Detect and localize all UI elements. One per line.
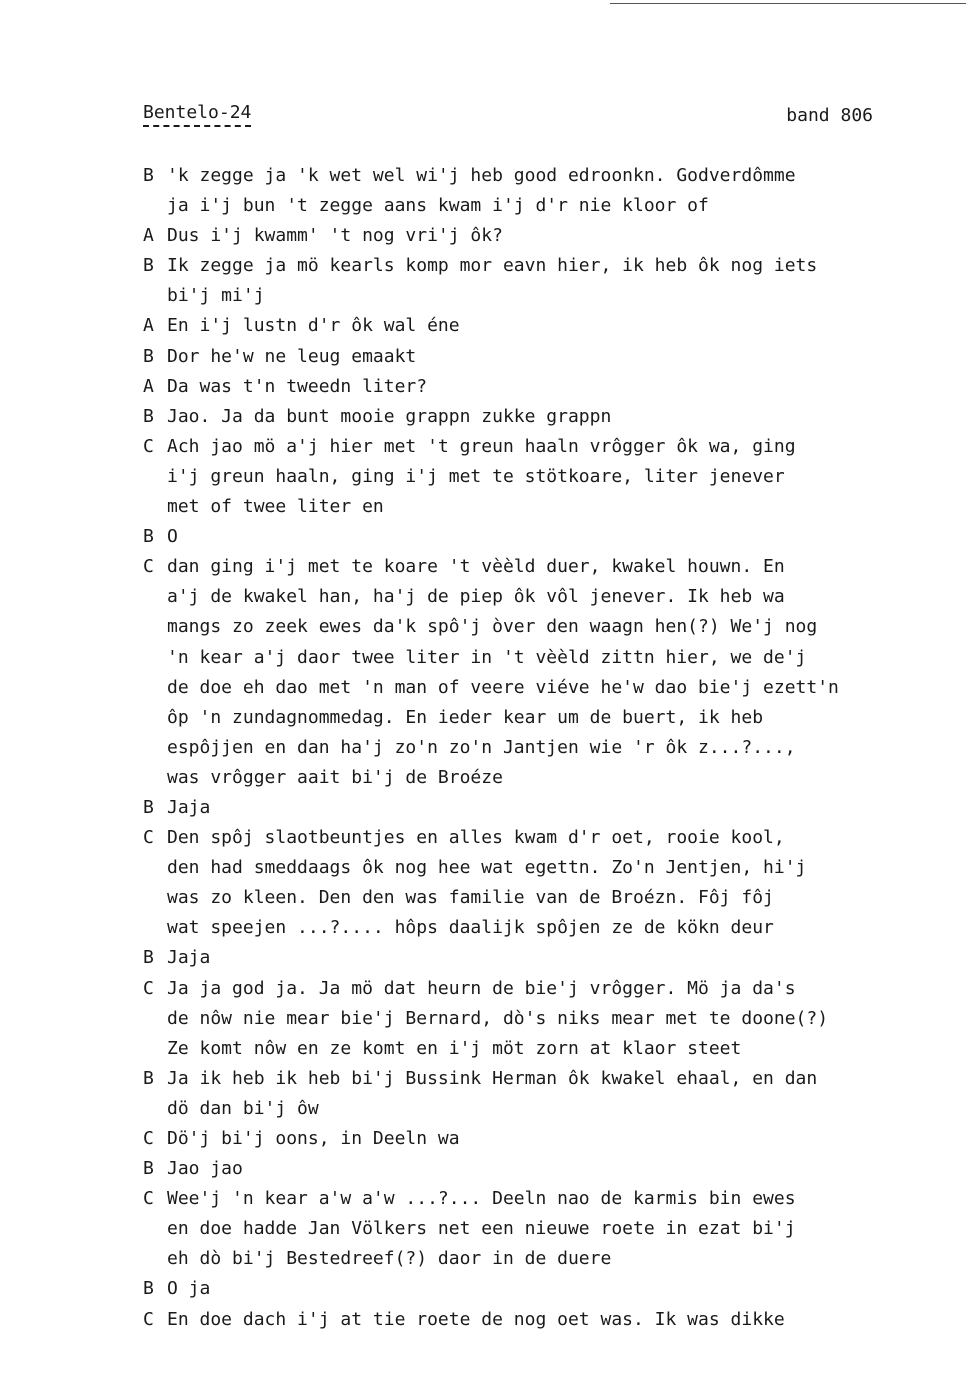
- text-line: Jao. Ja da bunt mooie grappn zukke grappn: [167, 405, 612, 427]
- speaker-label: C: [143, 1308, 154, 1330]
- text-line: en doe hadde Jan Völkers net een nieuwe roete in ezat bi'j: [167, 1218, 796, 1240]
- text-line: 'n kear a'j daor twee liter in 't vèèld zittn hier, we de'j: [167, 646, 807, 668]
- speaker-label: B: [143, 165, 154, 186]
- speaker-label: B: [143, 796, 154, 818]
- utterance: [143, 1154, 943, 1184]
- text-line: Dor he'w ne leug emaakt: [167, 345, 417, 367]
- speaker-label: C: [143, 556, 154, 578]
- speaker-label: C: [143, 1128, 154, 1149]
- text-line: met of twee liter en: [167, 496, 384, 518]
- top-rule: [610, 3, 966, 4]
- text-line: Jaja: [167, 947, 211, 969]
- utterance: [143, 402, 943, 432]
- speaker-label: C: [143, 435, 154, 457]
- text-line: Den spôj slaotbeuntjes en alles kwam d'r oet, rooie kool,: [167, 827, 785, 849]
- text-line: eh dò bi'j Bestedreef(?) daor in de duere: [167, 1248, 612, 1270]
- utterance: [143, 221, 943, 251]
- utterance-text: [167, 793, 943, 823]
- utterance: [143, 974, 943, 1064]
- speaker-label: B: [143, 526, 154, 548]
- utterance-text: [167, 161, 943, 221]
- text-line: 'k zegge ja 'k wet wel wi'j heb good edroonkn. Godverdômme: [167, 165, 796, 186]
- utterance: [143, 943, 943, 973]
- document-id: Bentelo-24: [143, 102, 251, 127]
- utterance-text: [167, 402, 943, 432]
- utterance: [143, 552, 943, 793]
- text-line: Ik zegge ja mö kearls komp mor eavn hier, ik heb ôk nog iets: [167, 255, 818, 277]
- utterance-text: [167, 552, 943, 793]
- utterance-text: [167, 1124, 943, 1154]
- text-line: Ja ja god ja. Ja mö dat heurn de bie'j vrôgger. Mö ja da's: [167, 977, 796, 999]
- utterance: [143, 823, 943, 943]
- text-line: mangs zo zeek ewes da'k spô'j òver den waagn hen(?) We'j nog: [167, 616, 818, 638]
- utterance: [143, 1305, 943, 1335]
- utterance-text: [167, 1064, 943, 1124]
- band-number: band 806: [786, 105, 873, 126]
- utterance-text: [167, 1184, 943, 1274]
- utterance: [143, 161, 943, 221]
- text-line: was vrôgger aait bi'j de Broéze: [167, 766, 503, 788]
- text-line: Wee'j 'n kear a'w a'w ...?... Deeln nao de karmis bin ewes: [167, 1188, 796, 1210]
- text-line: Ach jao mö a'j hier met 't greun haaln vrôgger ôk wa, ging: [167, 435, 796, 457]
- utterance: [143, 1184, 943, 1274]
- speaker-label: A: [143, 375, 154, 397]
- utterance-text: [167, 432, 943, 522]
- speaker-label: A: [143, 315, 154, 337]
- utterance: [143, 1274, 943, 1304]
- utterance-text: [167, 342, 943, 372]
- speaker-label: C: [143, 827, 154, 849]
- speaker-label: B: [143, 1278, 154, 1300]
- text-line: den had smeddaags ôk nog hee wat egettn. Zo'n Jentjen, hi'j: [167, 857, 807, 879]
- utterance-text: [167, 372, 943, 402]
- utterance-text: [167, 1154, 943, 1184]
- text-line: O ja: [167, 1278, 211, 1300]
- text-line: En doe dach i'j at tie roete de nog oet was. Ik was dikke: [167, 1308, 785, 1330]
- utterance: [143, 793, 943, 823]
- utterance-text: [167, 943, 943, 973]
- text-line: wat speejen ...?.... hôps daalijk spôjen ze de kökn deur: [167, 917, 774, 939]
- text-line: de doe eh dao met 'n man of veere viéve he'w dao bie'j ezett'n: [167, 676, 839, 698]
- utterance: [143, 311, 943, 341]
- utterance-text: [167, 1274, 943, 1304]
- text-line: de nôw nie mear bie'j Bernard, dò's niks mear met te doone(?): [167, 1007, 829, 1029]
- speaker-label: C: [143, 977, 154, 999]
- utterance: [143, 1124, 943, 1154]
- text-line: O: [167, 526, 178, 548]
- speaker-label: B: [143, 345, 154, 367]
- speaker-label: C: [143, 1188, 154, 1210]
- text-line: ôp 'n zundagnommedag. En ieder kear um de buert, ik heb: [167, 706, 764, 728]
- text-line: Jaja: [167, 796, 211, 818]
- utterance: [143, 522, 943, 552]
- text-line: dan ging i'j met te koare 't vèèld duer, kwakel houwn. En: [167, 556, 785, 578]
- utterance: [143, 432, 943, 522]
- utterance-text: [167, 1305, 943, 1335]
- text-line: Ja ik heb ik heb bi'j Bussink Herman ôk kwakel ehaal, en dan: [167, 1067, 818, 1089]
- text-line: Da was t'n tweedn liter?: [167, 375, 428, 397]
- speaker-label: A: [143, 225, 154, 247]
- text-line: was zo kleen. Den den was familie van de Broézn. Fôj fôj: [167, 887, 774, 909]
- text-line: Dö'j bi'j oons, in Deeln wa: [167, 1128, 460, 1149]
- utterance: [143, 1064, 943, 1124]
- utterance: [143, 372, 943, 402]
- text-line: dö dan bi'j ôw: [167, 1097, 319, 1119]
- utterance-text: [167, 251, 943, 311]
- speaker-label: B: [143, 255, 154, 277]
- text-line: ja i'j bun 't zegge aans kwam i'j d'r nie kloor of: [167, 195, 709, 217]
- text-line: bi'j mi'j: [167, 285, 265, 307]
- text-line: i'j greun haaln, ging i'j met te stötkoare, liter jenever: [167, 465, 785, 487]
- text-line: espôjjen en dan ha'j zo'n zo'n Jantjen wie 'r ôk z...?...,: [167, 736, 796, 758]
- speaker-label: B: [143, 947, 154, 969]
- utterance-text: [167, 974, 943, 1064]
- text-line: Ze komt nôw en ze komt en i'j möt zorn at klaor steet: [167, 1037, 742, 1059]
- utterance-text: [167, 823, 943, 943]
- utterance-text: [167, 311, 943, 341]
- text-line: Dus i'j kwamm' 't nog vri'j ôk?: [167, 225, 503, 247]
- transcript: [143, 161, 943, 1335]
- utterance-text: [167, 221, 943, 251]
- utterance: [143, 251, 943, 311]
- page-header: [143, 102, 873, 130]
- speaker-label: B: [143, 1158, 154, 1180]
- text-line: En i'j lustn d'r ôk wal éne: [167, 315, 460, 337]
- speaker-label: B: [143, 1067, 154, 1089]
- speaker-label: B: [143, 405, 154, 427]
- text-line: a'j de kwakel han, ha'j de piep ôk vôl jenever. Ik heb wa: [167, 586, 785, 608]
- text-line: Jao jao: [167, 1158, 243, 1180]
- utterance: [143, 342, 943, 372]
- utterance-text: [167, 522, 943, 552]
